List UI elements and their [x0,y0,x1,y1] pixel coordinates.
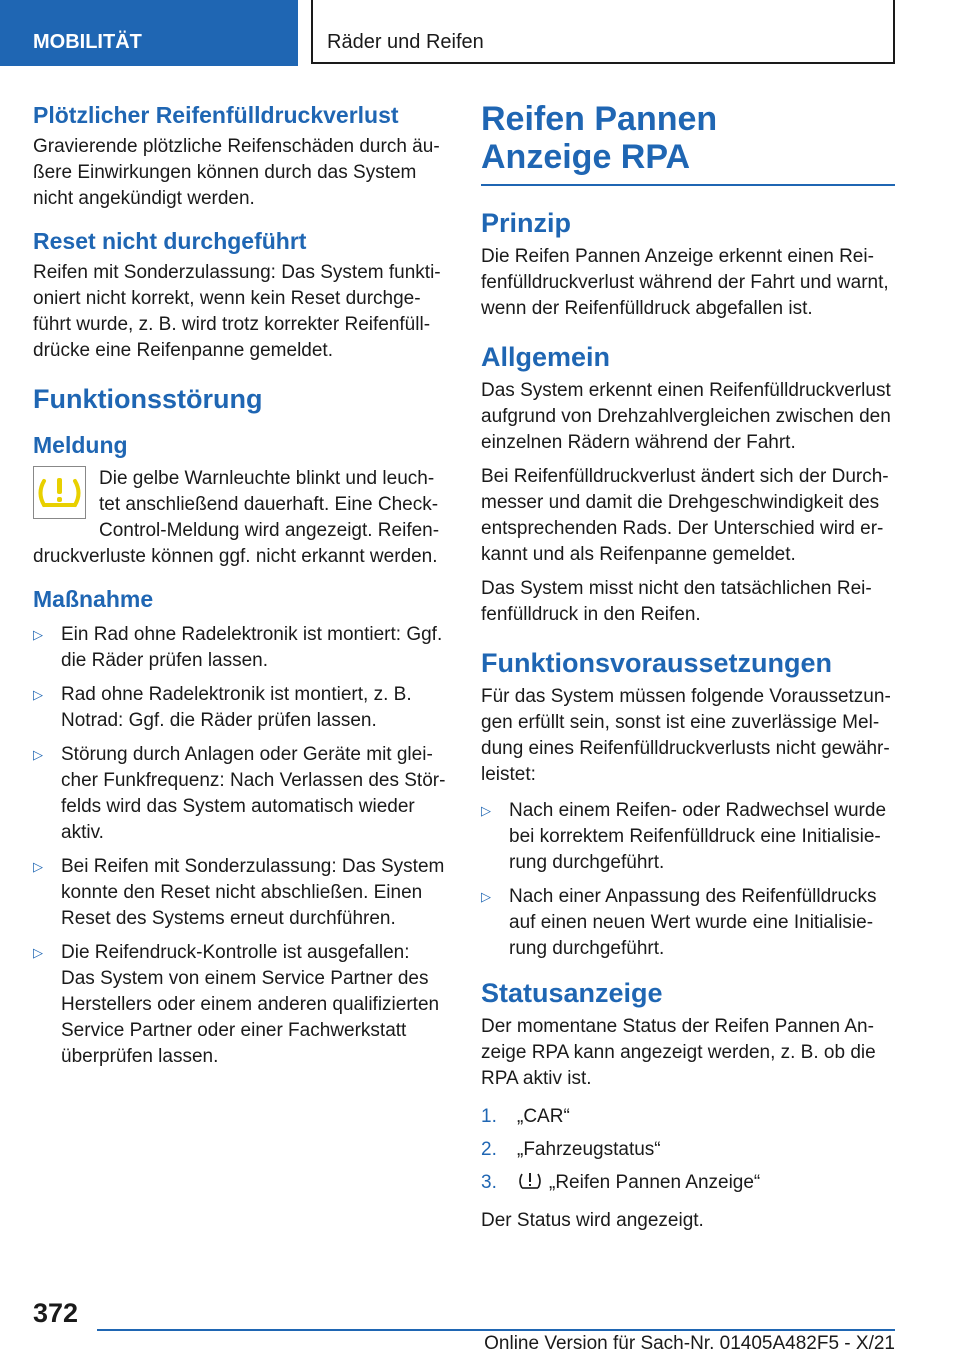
heading-sudden-loss: Plötzlicher Reifenfülldruckverlust [33,102,399,128]
measures-list [33,622,448,1070]
heading-status: Statusanzeige [481,978,663,1008]
message-block [33,466,448,570]
list-item-text: Die Reifendruck-Kontrolle ist ausgefallen: Das System von einem Service Partner des Herstellers oder einem anderen qualifizierten Service Partner oder einer Fachwerkstatt überprüfen lassen. [61,942,440,1067]
list-item-text: Störung durch Anlagen oder Geräte mit gleicher Funkfrequenz: Nach Verlassen des Störfelds wird das System automatisch wieder aktiv. [61,744,446,843]
heading-reset: Reset nicht durchgeführt [33,228,307,254]
tire-pressure-warning-icon [33,466,86,519]
text-sudden-loss: Gravierende plötzliche Reifenschäden durch äußere Einwirkungen können durch das System nicht angekündigt werden. [33,136,440,209]
page-header [0,0,960,66]
text-reset: Reifen mit Sonderzulassung: Das System funktioniert nicht korrekt, wenn kein Reset durchgeführt wurde, z. B. wird trotz korrekter Reifenfülldrücke eine Reifenpanne gemeldet. [33,262,441,361]
text-general-2: Bei Reifenfülldruckverlust ändert sich der Durchmesser und damit die Drehgeschwindigkeit des entsprechenden Rads. Der Unterschied wird erkannt und als Reifenpanne gemeldet. [481,466,889,565]
step-item [481,1104,896,1130]
list-item [481,798,896,876]
list-item [481,884,896,962]
text-prerequisites: Für das System müssen folgende Voraussetzungen erfüllt sein, sonst ist eine zuverlässige Meldung eines Reifenfülldruckverlusts nicht gewährleistet: [481,686,891,785]
heading-general: Allgemein [481,342,611,372]
triangle-bullet-icon: ▷ [481,889,491,904]
heading-measures: Maßnahme [33,586,154,612]
list-item [33,682,448,734]
status-steps [481,1104,896,1200]
list-item [33,622,448,674]
right-column [481,100,896,1242]
step-number: 2. [481,1139,497,1160]
text-principle: Die Reifen Pannen Anzeige erkennt einen Reifenfülldruckverlust während der Fahrt und warnt, wenn der Reifenfülldruck abgefallen ist. [481,246,889,319]
triangle-bullet-icon: ▷ [33,859,43,874]
list-item-text: Bei Reifen mit Sonderzulassung: Das System konnte den Reset nicht abschließen. Einen Reset des Systems erneut durchführen. [61,856,445,929]
step-item [481,1137,896,1163]
triangle-bullet-icon: ▷ [481,803,491,818]
step-text: „CAR“ [517,1106,570,1127]
text-message: Die gelbe Warnleuchte blinkt und leuchtet anschließend dauerhaft. Eine Check-Control-Meldung wird angezeigt. Reifendruckverluste können ggf. nicht erkannt werden. [33,468,440,567]
heading-principle: Prinzip [481,208,572,238]
chapter-tab[interactable]: Räder und Reifen [311,0,895,64]
footer-online-version: Online Version für Sach-Nr. 01405A482F5 - X/21 [484,1333,895,1354]
triangle-bullet-icon: ▷ [33,687,43,702]
step-text: „Reifen Pannen Anzeige“ [549,1172,761,1193]
text-status-result: Der Status wird angezeigt. [481,1210,704,1231]
tire-pressure-warning-icon [517,1170,543,1200]
text-general-1: Das System erkennt einen Reifenfülldruckverlust aufgrund von Drehzahlvergleichen zwischen den einzelnen Rädern während der Fahrt. [481,380,891,453]
step-item [481,1170,896,1200]
list-item-text: Nach einem Reifen- oder Radwechsel wurde bei korrektem Reifenfülldruck eine Initialisierung durchgeführt. [509,800,887,873]
page-number: 372 [33,1298,79,1328]
text-general-3: Das System misst nicht den tatsächlichen Reifenfülldruck in den Reifen. [481,578,872,625]
prerequisites-list [481,798,896,962]
step-number: 3. [481,1172,497,1193]
text-status: Der momentane Status der Reifen Pannen Anzeige RPA kann angezeigt werden, z. B. ob die RPA aktiv ist. [481,1016,876,1089]
heading-message: Meldung [33,432,128,458]
list-item-text: Ein Rad ohne Radelektronik ist montiert: Ggf. die Räder prüfen lassen. [61,624,443,671]
list-item-text: Rad ohne Radelektronik ist montiert, z. B. Notrad: Ggf. die Räder prüfen lassen. [61,684,412,731]
triangle-bullet-icon: ▷ [33,945,43,960]
step-text: „Fahrzeugstatus“ [517,1139,661,1160]
section-tab[interactable]: MOBILITÄT [0,0,298,66]
step-number: 1. [481,1106,497,1127]
footer-divider [97,1329,895,1331]
list-item [33,742,448,846]
page-title: Reifen Pannen Anzeige RPA [481,100,895,186]
list-item-text: Nach einer Anpassung des Reifenfülldrucks auf einen neuen Wert wurde eine Initialisierung durchgeführt. [509,886,877,959]
triangle-bullet-icon: ▷ [33,627,43,642]
list-item [33,940,448,1070]
left-column [33,100,448,1078]
heading-prerequisites: Funktionsvoraussetzungen [481,648,833,678]
heading-malfunction: Funktionsstörung [33,384,263,414]
triangle-bullet-icon: ▷ [33,747,43,762]
list-item [33,854,448,932]
